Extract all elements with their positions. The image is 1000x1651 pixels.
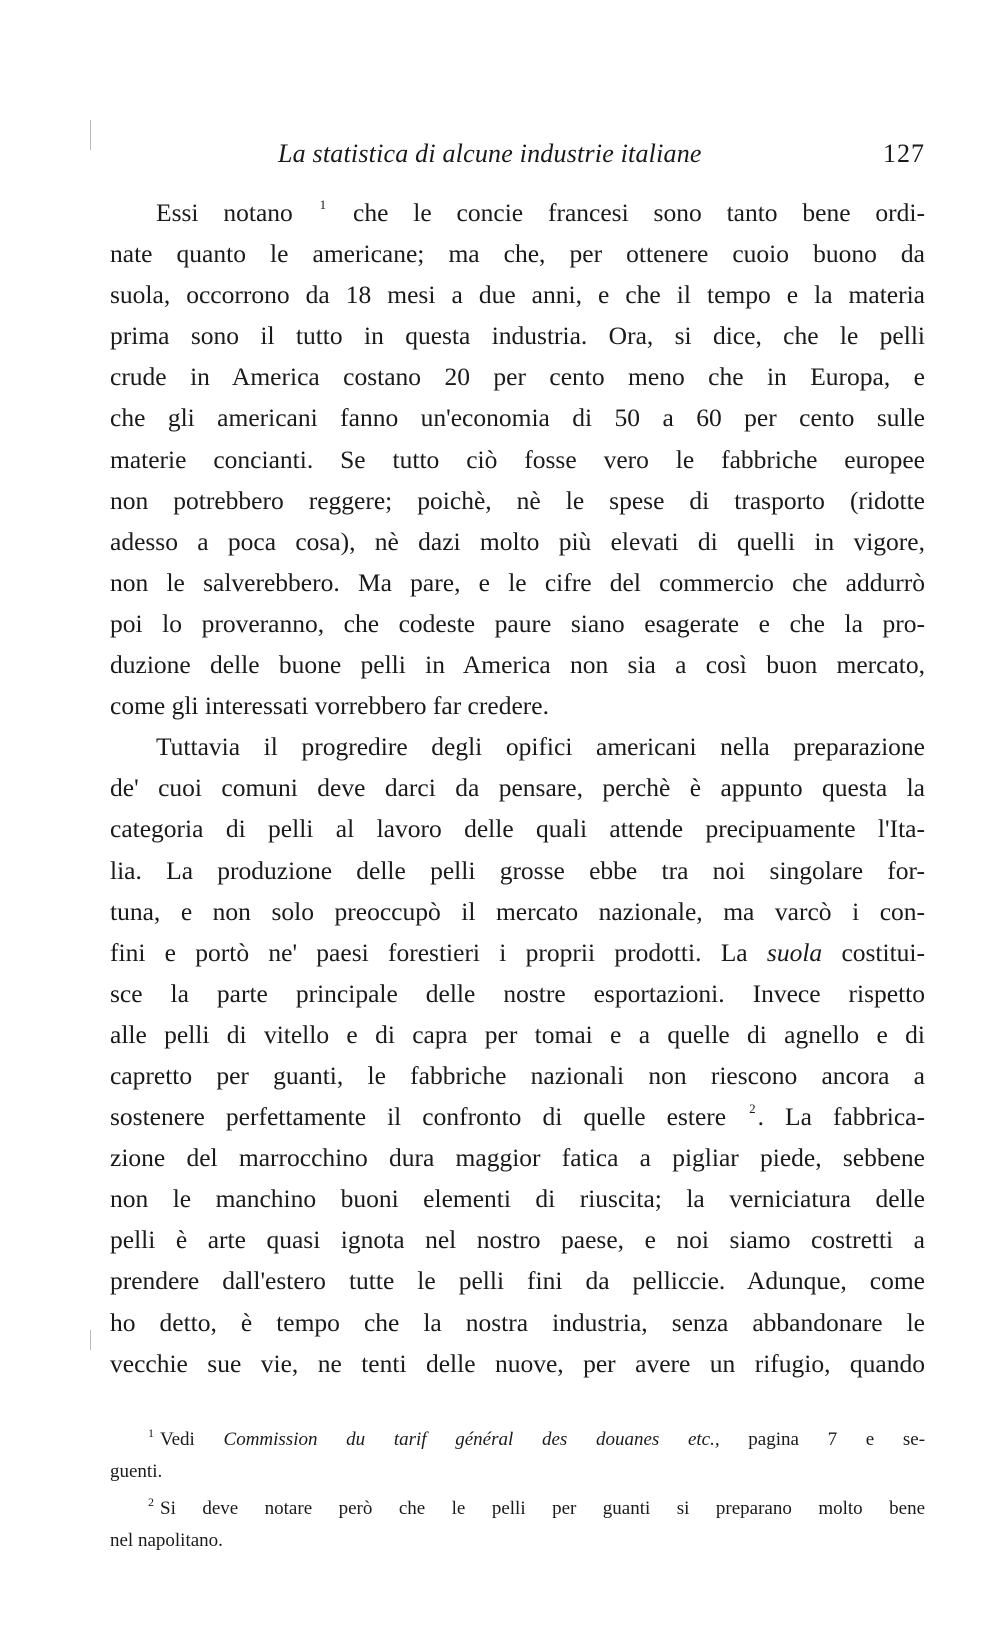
text-line: vecchie sue vie, ne tenti delle nuove, per avere un rifugio, quando (110, 1348, 925, 1378)
text-line: prendere dall'estero tutte le pelli fini da pelliccie. Adunque, come (110, 1266, 925, 1296)
text-line: crude in America costano 20 per cento meno che in Europa, e (110, 362, 925, 392)
scan-edge-mark (90, 120, 91, 150)
text-line: adesso a poca cosa), nè dazi molto più elevati di quelli in vigore, (110, 526, 925, 556)
text-line: nate quanto le americane; ma che, per ottenere cuoio buono da (110, 239, 925, 269)
cited-title: Commission du tarif général des douanes etc., (223, 1429, 720, 1450)
text-line: non le salverebbero. Ma pare, e le cifre del commercio che addurrò (110, 567, 925, 597)
footnote-1 (110, 1418, 925, 1487)
text-line: sce la parte principale delle nostre esportazioni. Invece rispetto (110, 978, 925, 1008)
text-line: fini e portò ne' paesi forestieri i proprii prodotti. La suola costitui- (110, 937, 926, 967)
text-line: non le manchino buoni elementi di riuscita; la verniciatura delle (110, 1184, 925, 1214)
paragraph-1 (110, 192, 925, 726)
paragraph-2 (110, 726, 925, 1384)
footnote-ref-1: 1 (319, 197, 327, 212)
text-line: che gli americani fanno un'economia di 50 a 60 per cento sulle (110, 403, 925, 433)
scan-edge-mark (90, 1330, 91, 1350)
footnote-2 (110, 1487, 925, 1556)
text-line: suola, occorrono da 18 mesi a due anni, e che il tempo e la materia (110, 280, 925, 310)
footnote-mark: 1 (148, 1426, 154, 1440)
footnote-line: nel napolitano. (110, 1529, 223, 1551)
text-line: materie concianti. Se tutto ciò fosse vero le fabbriche europee (110, 444, 925, 474)
text-line: sostenere perfettamente il confronto di quelle estere $^2$. La fabbrica- (110, 1101, 925, 1132)
text-line: poi lo proveranno, che codeste paure siano esagerate e che la pro- (110, 608, 925, 638)
text-line: come gli interessati vorrebbero far credere. (110, 691, 549, 721)
text-line: de' cuoi comuni deve darci da pensare, perchè è appunto questa la (110, 773, 925, 803)
text-line: pelli è arte quasi ignota nel nostro paese, e noi siamo costretti a (110, 1225, 925, 1255)
body-text (110, 192, 925, 1384)
text-line: non potrebbero reggere; poichè, nè le spese di trasporto (ridotte (110, 485, 925, 515)
footnote-line: $^1$ Vedi Commission du tarif général des douanes etc., pagina 7 e se- (148, 1426, 926, 1450)
text-line: duzione delle buone pelli in America non sia a così buon mercato, (110, 650, 925, 680)
text-line: categoria di pelli al lavoro delle quali attende precipuamente l'Ita- (110, 814, 925, 844)
text-line: Essi notano $^1$ che le concie francesi sono tanto bene ordi- (156, 197, 926, 227)
footnote-line: guenti. (110, 1460, 163, 1482)
text-line: zione del marrocchino dura maggior fatica a pigliar piede, sebbene (110, 1143, 925, 1173)
text-line: lia. La produzione delle pelli grosse ebbe tra noi singolare for- (110, 855, 925, 885)
footnote-ref-2: 2 (749, 1101, 756, 1117)
text-line: Tuttavia il progredire degli opifici americani nella preparazione (156, 732, 925, 762)
footnote-line: $^2$ Si deve notare però che le pelli per guanti si preparano molto bene (148, 1495, 925, 1519)
text-line: prima sono il tutto in questa industria. Ora, si dice, che le pelli (110, 321, 925, 351)
text-line: tuna, e non solo preoccupò il mercato nazionale, ma varcò i con- (110, 896, 925, 926)
page-number: 127 (883, 139, 925, 168)
text-line: ho detto, è tempo che la nostra industria, senza abbandonare le (110, 1307, 925, 1337)
running-title: La statistica di alcune industrie italiane (278, 139, 702, 168)
footnotes (110, 1418, 925, 1556)
footnote-mark: 2 (148, 1495, 154, 1509)
italic-word: suola (766, 937, 823, 967)
page-header (110, 134, 925, 174)
text-line: capretto per guanti, le fabbriche nazionali non riescono ancora a (110, 1060, 925, 1090)
text-line: alle pelli di vitello e di capra per tomai e a quelle di agnello e di (110, 1019, 925, 1049)
